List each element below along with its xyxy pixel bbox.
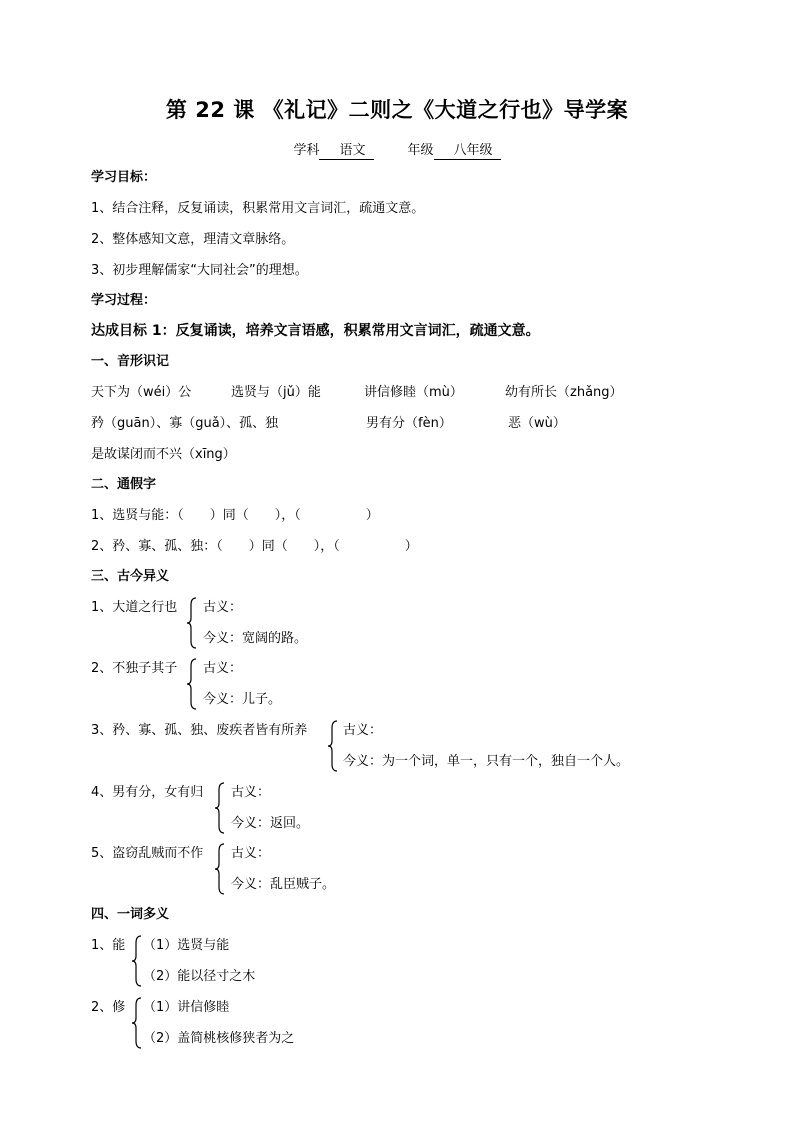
objectives-heading: 学习目标： bbox=[91, 170, 157, 185]
subject-grade-line bbox=[0, 139, 794, 160]
brace-icon bbox=[186, 658, 198, 710]
page-title: 第 22 课 《礼记》二则之《大道之行也》导学案 bbox=[165, 98, 629, 122]
process-heading: 学习过程： bbox=[91, 293, 157, 308]
gujin-old: 古义： bbox=[231, 785, 271, 800]
polysemy-term: 2、修 bbox=[91, 1000, 126, 1015]
pronunciation-item: 是故谋闭而不兴（xīng） bbox=[91, 447, 236, 462]
brace-icon bbox=[214, 843, 226, 895]
gujin-old: 古义： bbox=[343, 723, 383, 738]
gujin-old: 古义： bbox=[231, 846, 271, 861]
gujin-term: 1、大道之行也 bbox=[91, 600, 178, 615]
polysemy-sense: （1）讲信修睦 bbox=[143, 1000, 230, 1015]
polysemy-sense: （2）盖简桃核修狭者为之 bbox=[143, 1031, 295, 1046]
polysemy-term: 1、能 bbox=[91, 938, 126, 953]
gujin-new: 今义：为一个词，单一，只有一个，独自一个人。 bbox=[343, 754, 630, 769]
gujin-term: 3、矜、寡、孤、独、废疾者皆有所养 bbox=[91, 723, 308, 738]
grade-label: 年级 bbox=[407, 143, 434, 158]
tongjia-item-1: 1、选贤与能：（ ）同（ ），（ ） bbox=[91, 508, 379, 523]
gujin-old: 古义： bbox=[203, 661, 243, 676]
section4-heading: 四、一词多义 bbox=[91, 907, 170, 922]
pronunciation-item: 矜（guān）、寡（guǎ）、孤、独 bbox=[91, 416, 279, 431]
brace-icon bbox=[131, 935, 143, 987]
pronunciation-item: 恶（wù） bbox=[508, 416, 566, 431]
objective-item-3: 3、初步理解儒家“大同社会”的理想。 bbox=[91, 263, 308, 278]
polysemy-sense: （2）能以径寸之木 bbox=[143, 969, 256, 984]
gujin-new: 今义：儿子。 bbox=[203, 692, 282, 707]
gujin-term: 2、不独子其子 bbox=[91, 661, 178, 676]
pronunciation-item: 选贤与（jǔ）能 bbox=[231, 385, 321, 400]
section1-heading: 一、音形识记 bbox=[91, 354, 170, 369]
pronunciation-item: 讲信修睦（mù） bbox=[364, 385, 463, 400]
subject-label: 学科 bbox=[293, 143, 320, 158]
section3-heading: 三、古今异义 bbox=[91, 569, 170, 584]
pronunciation-item: 幼有所长（zhǎng） bbox=[505, 385, 623, 400]
brace-icon bbox=[131, 997, 143, 1049]
gujin-old: 古义： bbox=[203, 600, 243, 615]
pronunciation-item: 天下为（wéi）公 bbox=[91, 385, 192, 400]
subject-value: 语文 bbox=[319, 143, 373, 160]
gujin-new: 今义：乱臣贼子。 bbox=[231, 877, 336, 892]
tongjia-item-2: 2、矜、寡、孤、独：（ ）同（ ），（ ） bbox=[91, 539, 418, 554]
pronunciation-item: 男有分（fèn） bbox=[366, 416, 452, 431]
brace-icon bbox=[327, 720, 339, 772]
brace-icon bbox=[214, 782, 226, 834]
brace-icon bbox=[186, 597, 198, 649]
objective-item-1: 1、结合注释，反复诵读，积累常用文言词汇，疏通文意。 bbox=[91, 201, 425, 216]
gujin-new: 今义：宽阔的路。 bbox=[203, 631, 308, 646]
polysemy-sense: （1）选贤与能 bbox=[143, 938, 230, 953]
section2-heading: 二、通假字 bbox=[91, 477, 157, 492]
goal-1-heading: 达成目标 1：反复诵读，培养文言语感，积累常用文言词汇，疏通文意。 bbox=[91, 323, 540, 339]
gujin-term: 5、盗窃乱贼而不作 bbox=[91, 846, 204, 861]
grade-value: 八年级 bbox=[434, 143, 501, 160]
gujin-term: 4、男有分，女有归 bbox=[91, 785, 204, 800]
objective-item-2: 2、整体感知文意，理清文章脉络。 bbox=[91, 232, 295, 247]
gujin-new: 今义：返回。 bbox=[231, 816, 310, 831]
